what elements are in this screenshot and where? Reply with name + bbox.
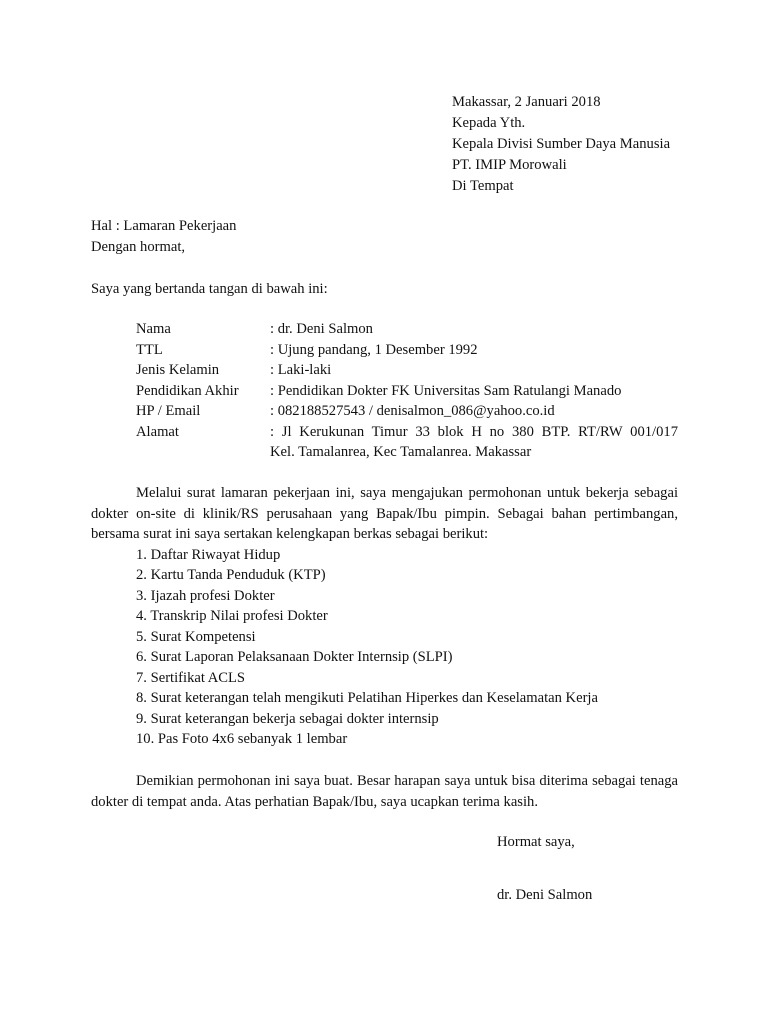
attachment-item: 7. Sertifikat ACLS: [136, 670, 246, 686]
attachment-item: 3. Ijazah profesi Dokter: [136, 588, 275, 604]
intro-text: Saya yang bertanda tangan di bawah ini:: [91, 281, 328, 297]
identity-value-education: : Pendidikan Dokter FK Universitas Sam Ratulangi Manado: [270, 383, 622, 399]
recipient-company: PT. IMIP Morowali: [452, 157, 567, 173]
greeting: Dengan hormat,: [91, 239, 186, 255]
attachment-item: 1. Daftar Riwayat Hidup: [136, 547, 281, 563]
identity-label-name: Nama: [136, 321, 171, 337]
recipient-title: Kepala Divisi Sumber Daya Manusia: [452, 136, 671, 152]
recipient-location: Di Tempat: [452, 178, 514, 194]
identity-value-name: : dr. Deni Salmon: [270, 321, 373, 337]
attachment-item: 6. Surat Laporan Pelaksanaan Dokter Internsip (SLPI): [136, 649, 453, 665]
attachment-item: 5. Surat Kompetensi: [136, 629, 256, 645]
identity-label-education: Pendidikan Akhir: [136, 383, 239, 399]
identity-value-contact: : 082188527543 / denisalmon_086@yahoo.co.id: [270, 403, 555, 419]
identity-value-gender: : Laki-laki: [270, 362, 332, 378]
identity-label-gender: Jenis Kelamin: [136, 362, 220, 378]
signature-name: dr. Deni Salmon: [497, 887, 593, 903]
letter-subject: Hal : Lamaran Pekerjaan: [91, 218, 237, 234]
identity-value-ttl: : Ujung pandang, 1 Desember 1992: [270, 342, 478, 358]
identity-value-address: : Jl Kerukunan Timur 33 blok H no 380 BTP. RT/RW 001/017: [270, 424, 678, 440]
body-paragraph: Melalui surat lamaran pekerjaan ini, saya mengajukan permohonan untuk bekerja sebagai dokter on-site di klinik/RS perusahaan yang Bapak/Ibu pimpin. Sebagai bahan pertimbangan, bersama surat ini saya sertakan kelengkapan berkas sebagai berikut:: [91, 485, 678, 543]
attachment-item: 10. Pas Foto 4x6 sebanyak 1 lembar: [136, 731, 348, 747]
place-date: Makassar, 2 Januari 2018: [452, 94, 601, 110]
attachment-item: 9. Surat keterangan bekerja sebagai dokter internsip: [136, 711, 439, 727]
identity-label-address: Alamat: [136, 424, 179, 440]
identity-label-contact: HP / Email: [136, 403, 201, 419]
attachment-item: 8. Surat keterangan telah mengikuti Pelatihan Hiperkes dan Keselamatan Kerja: [136, 690, 598, 706]
recipient-salutation: Kepada Yth.: [452, 115, 526, 131]
closing-paragraph: Demikian permohonan ini saya buat. Besar harapan saya untuk bisa diterima sebagai tenaga dokter di tempat anda. Atas perhatian Bapak/Ibu, saya ucapkan terima kasih.: [91, 773, 678, 810]
identity-label-ttl: TTL: [136, 342, 163, 358]
attachment-item: 4. Transkrip Nilai profesi Dokter: [136, 608, 328, 624]
attachment-item: 2. Kartu Tanda Penduduk (KTP): [136, 567, 326, 583]
identity-value-address-line2: Kel. Tamalanrea, Kec Tamalanrea. Makassar: [270, 444, 532, 460]
signature-salutation: Hormat saya,: [497, 834, 575, 850]
